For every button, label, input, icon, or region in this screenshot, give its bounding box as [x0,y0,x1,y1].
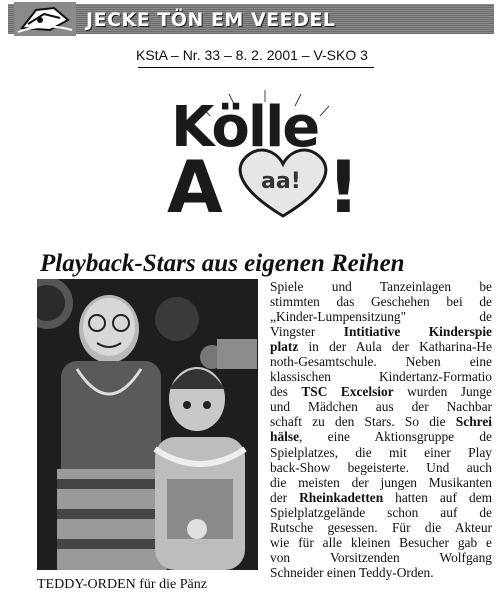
article-line: von Vorsitzenden Wolfgang [270,549,492,565]
logo-koelle-text: Kölle [171,95,319,160]
article-line: der Rheinkadetten hatten auf dem [270,489,492,505]
masthead-title: JECKE TÖN EM VEEDEL [86,9,336,31]
citation-underline [138,67,374,68]
article-line: wie für alle kleinen Besucher gab e [270,534,492,550]
article-line: platz in der Aula der Katharina-He [270,339,492,355]
masthead-banner [8,4,494,34]
logo-letter-a: A [167,145,223,220]
article-line: stimmten das Geschehen bei de [270,294,492,310]
article-body [270,279,492,580]
photo-caption: TEDDY-ORDEN für die Pänz [37,577,207,592]
article-line: Rutsche gesessen. Für die Akteur [270,519,492,535]
logo-heart-text: aa! [261,169,301,194]
article-line: des TSC Excelsior wurden Junge [270,384,492,400]
article-line: back-Show begeisterte. Und auch [270,459,492,475]
article-bold-name: Schrei [455,414,492,430]
article-photo [37,279,258,570]
koelle-alaaf-logo [165,88,365,220]
article-bold-name: Rheinkadetten [299,489,384,505]
publication-citation: KStA – Nr. 33 – 8. 2. 2001 – V-SKO 3 [136,47,368,63]
article-bold-name: Intitiative Kinderspie [343,324,492,340]
article-bold-name: hälse [270,429,300,445]
jecke-toen-logo [14,2,76,36]
article-line: Spielplatzgelände schon auf de [270,504,492,520]
article-line: „Kinder-Lumpensitzung" de [270,309,492,325]
article-line: hälse, eine Aktionsgruppe de [270,429,492,445]
article-line: Spielplatzes, die mit einer Play [270,444,492,460]
article-line: die meisten der jungen Musikanten [270,474,492,490]
article-headline: Playback-Stars aus eigenen Reihen [40,250,405,277]
article-line: schaft zu den Stars. So die Schrei [270,414,492,430]
article-line: noth-Gesamtschule. Neben eine [270,354,492,370]
article-line: Vingster Intitiative Kinderspie [270,324,492,340]
article-line: Spiele und Tanzeinlagen be [270,279,492,294]
article-line: Schneider einen Teddy-Orden. [270,564,434,580]
article-line: klassischen Kindertanz-Formatio [270,369,492,385]
article-line: und Mädchen aus der Nachbar [270,399,492,415]
logo-exclaim: ! [327,145,360,220]
article-bold-name: platz [270,339,299,355]
article-bold-name: TSC Excelsior [301,384,394,400]
